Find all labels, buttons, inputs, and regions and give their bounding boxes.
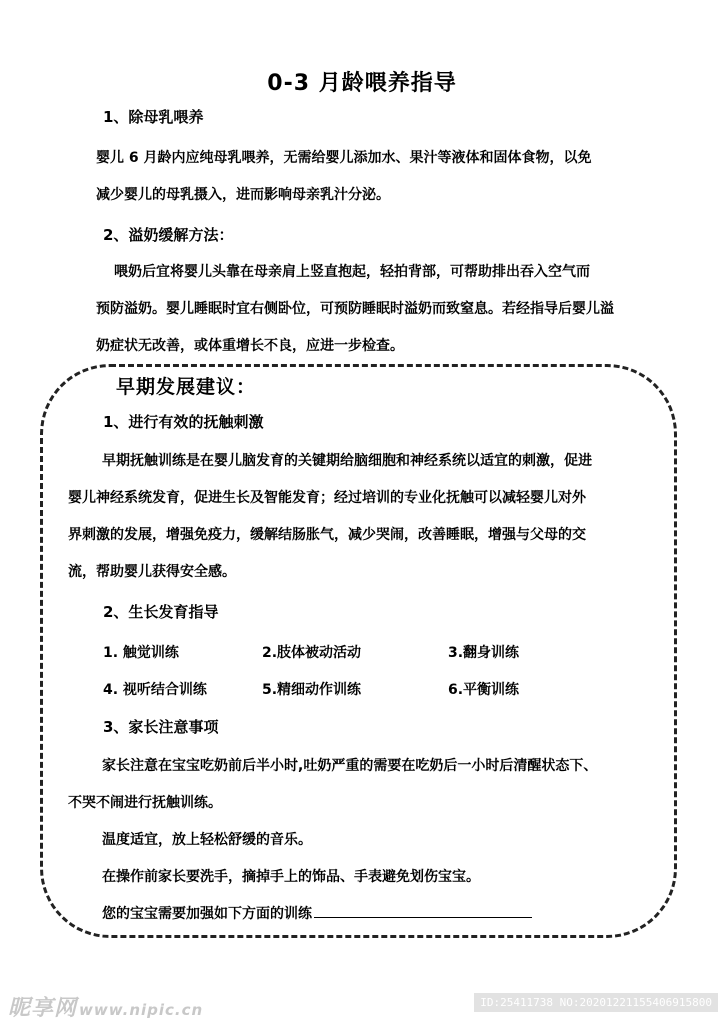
- watermark-bar: [0, 988, 724, 1024]
- paragraph-parents-line-2: 不哭不闹进行抚触训练。: [68, 795, 222, 811]
- growth-item: 5.精细动作训练: [262, 682, 362, 698]
- section-heading-growth: 2、生长发育指导: [103, 603, 219, 621]
- development-title: 早期发展建议：: [116, 376, 257, 398]
- section-heading-touch: 1、进行有效的抚触刺激: [103, 413, 264, 431]
- paragraph-touch-line-3: 界刺激的发展，增强免疫力，缓解结肠胀气，减少哭闹，改善睡眠，增强与父母的交: [68, 527, 586, 543]
- paragraph-parents-line-3: 温度适宜，放上轻松舒缓的音乐。: [102, 832, 312, 848]
- paragraph-spit-up-line-2: 预防溢奶。婴儿睡眠时宜右侧卧位，可预防睡眠时溢奶而致窒息。若经指导后婴儿溢: [96, 301, 614, 317]
- growth-item: 2.肢体被动活动: [262, 645, 362, 661]
- watermark-logo: [8, 991, 203, 1022]
- paragraph-touch-line-4: 流，帮助婴儿获得安全感。: [68, 564, 236, 580]
- section-heading-parents: 3、家长注意事项: [103, 718, 219, 736]
- paragraph-breastfeeding-line-2: 减少婴儿的母乳摄入，进而影响母亲乳汁分泌。: [96, 187, 390, 203]
- paragraph-spit-up-line-1: 喂奶后宜将婴儿头靠在母亲肩上竖直抱起，轻拍背部，可帮助排出吞入空气而: [114, 264, 590, 280]
- paragraph-parents-line-5: [102, 896, 532, 933]
- paragraph-breastfeeding-line-1: 婴儿 6 月龄内应纯母乳喂养，无需给婴儿添加水、果汁等液体和固体食物，以免: [96, 150, 592, 166]
- growth-item: 4. 视听结合训练: [103, 682, 207, 698]
- paragraph-spit-up-line-3: 奶症状无改善，或体重增长不良，应进一步检查。: [96, 338, 404, 354]
- watermark-id: ID:25411738 NO:20201221155406915800: [474, 993, 718, 1012]
- paragraph-touch-line-1: 早期抚触训练是在婴儿脑发育的关键期给脑细胞和神经系统以适宜的刺激，促进: [102, 453, 592, 469]
- section-heading-spit-up: 2、溢奶缓解方法：: [103, 226, 234, 244]
- growth-item: 3.翻身训练: [448, 645, 520, 661]
- section-heading-breastfeeding: 1、除母乳喂养: [103, 108, 204, 126]
- paragraph-parents-line-1: 家长注意在宝宝吃奶前后半小时,吐奶严重的需要在吃奶后一小时后清醒状态下、: [102, 758, 598, 774]
- watermark-site: 昵享网: [8, 996, 78, 1021]
- fill-in-blank-line: [314, 903, 532, 918]
- growth-item: 1. 触觉训练: [103, 645, 179, 661]
- page-title: 0-3 月龄喂养指导: [267, 71, 457, 96]
- growth-item: 6.平衡训练: [448, 682, 520, 698]
- paragraph-parents-line-4: 在操作前家长要洗手，摘掉手上的饰品、手表避免划伤宝宝。: [102, 869, 480, 885]
- watermark-url: www.nipic.cn: [79, 1001, 204, 1019]
- paragraph-touch-line-2: 婴儿神经系统发育，促进生长及智能发育；经过培训的专业化抚触可以减轻婴儿对外: [68, 490, 586, 506]
- training-prompt: 您的宝宝需要加强如下方面的训练: [102, 906, 312, 922]
